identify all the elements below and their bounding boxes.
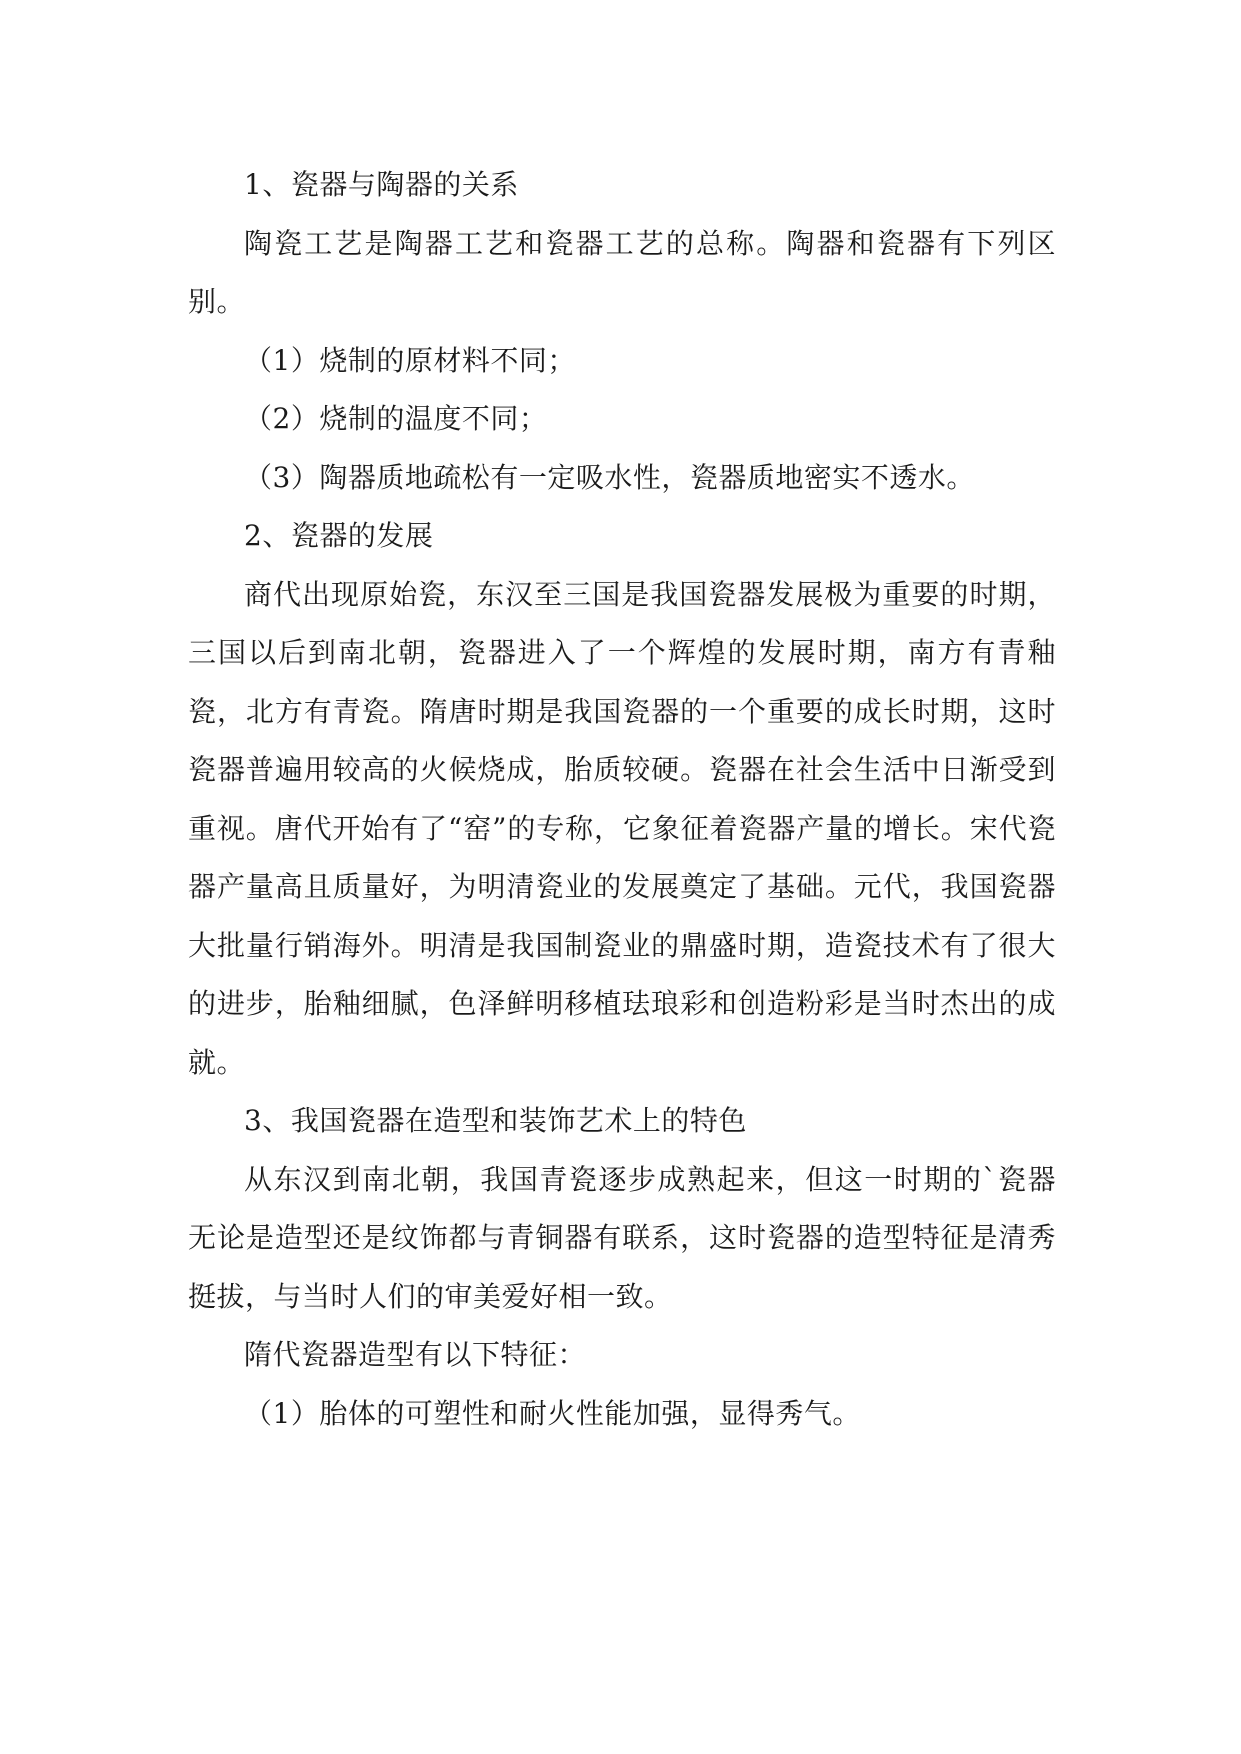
paragraph: 隋代瓷器造型有以下特征： [244, 1338, 587, 1371]
list-item: （3）陶器质地疏松有一定吸水性，瓷器质地密实不透水。 [244, 460, 975, 494]
document-body [188, 156, 1056, 1443]
list-item: （2）烧制的温度不同； [244, 402, 548, 435]
paragraph: 商代出现原始瓷，东汉至三国是我国瓷器发展极为重要的时期，三国以后到南北朝，瓷器进入了一个辉煌的发展时期，南方有青釉瓷，北方有青瓷。隋唐时期是我国瓷器的一个重要的成长时期，这时瓷器普遍用较高的火候烧成，胎质较硬。瓷器在社会生活中日渐受到重视。唐代开始有了“窑”的专称，它象征着瓷器产量的增长。宋代瓷器产量高且质量好，为明清瓷业的发展奠定了基础。元代，我国瓷器大批量行销海外。明清是我国制瓷业的鼎盛时期，造瓷技术有了很大的进步，胎釉细腻，色泽鲜明移植珐琅彩和创造粉彩是当时杰出的成就。 [188, 577, 1056, 1079]
section-heading-1: 1、瓷器与陶器的关系 [244, 168, 519, 201]
paragraph: 陶瓷工艺是陶器工艺和瓷器工艺的总称。陶器和瓷器有下列区别。 [188, 226, 1056, 318]
section-heading-2: 2、瓷器的发展 [244, 519, 434, 552]
list-item: （1）胎体的可塑性和耐火性能加强，显得秀气。 [244, 1396, 861, 1430]
list-item: （1）烧制的原材料不同； [244, 343, 576, 377]
section-heading-3: 3、我国瓷器在造型和装饰艺术上的特色 [244, 1104, 747, 1137]
paragraph: 从东汉到南北朝，我国青瓷逐步成熟起来，但这一时期的`瓷器无论是造型还是纹饰都与青铜器有联系，这时瓷器的造型特征是清秀挺拔，与当时人们的审美爱好相一致。 [188, 1162, 1056, 1313]
